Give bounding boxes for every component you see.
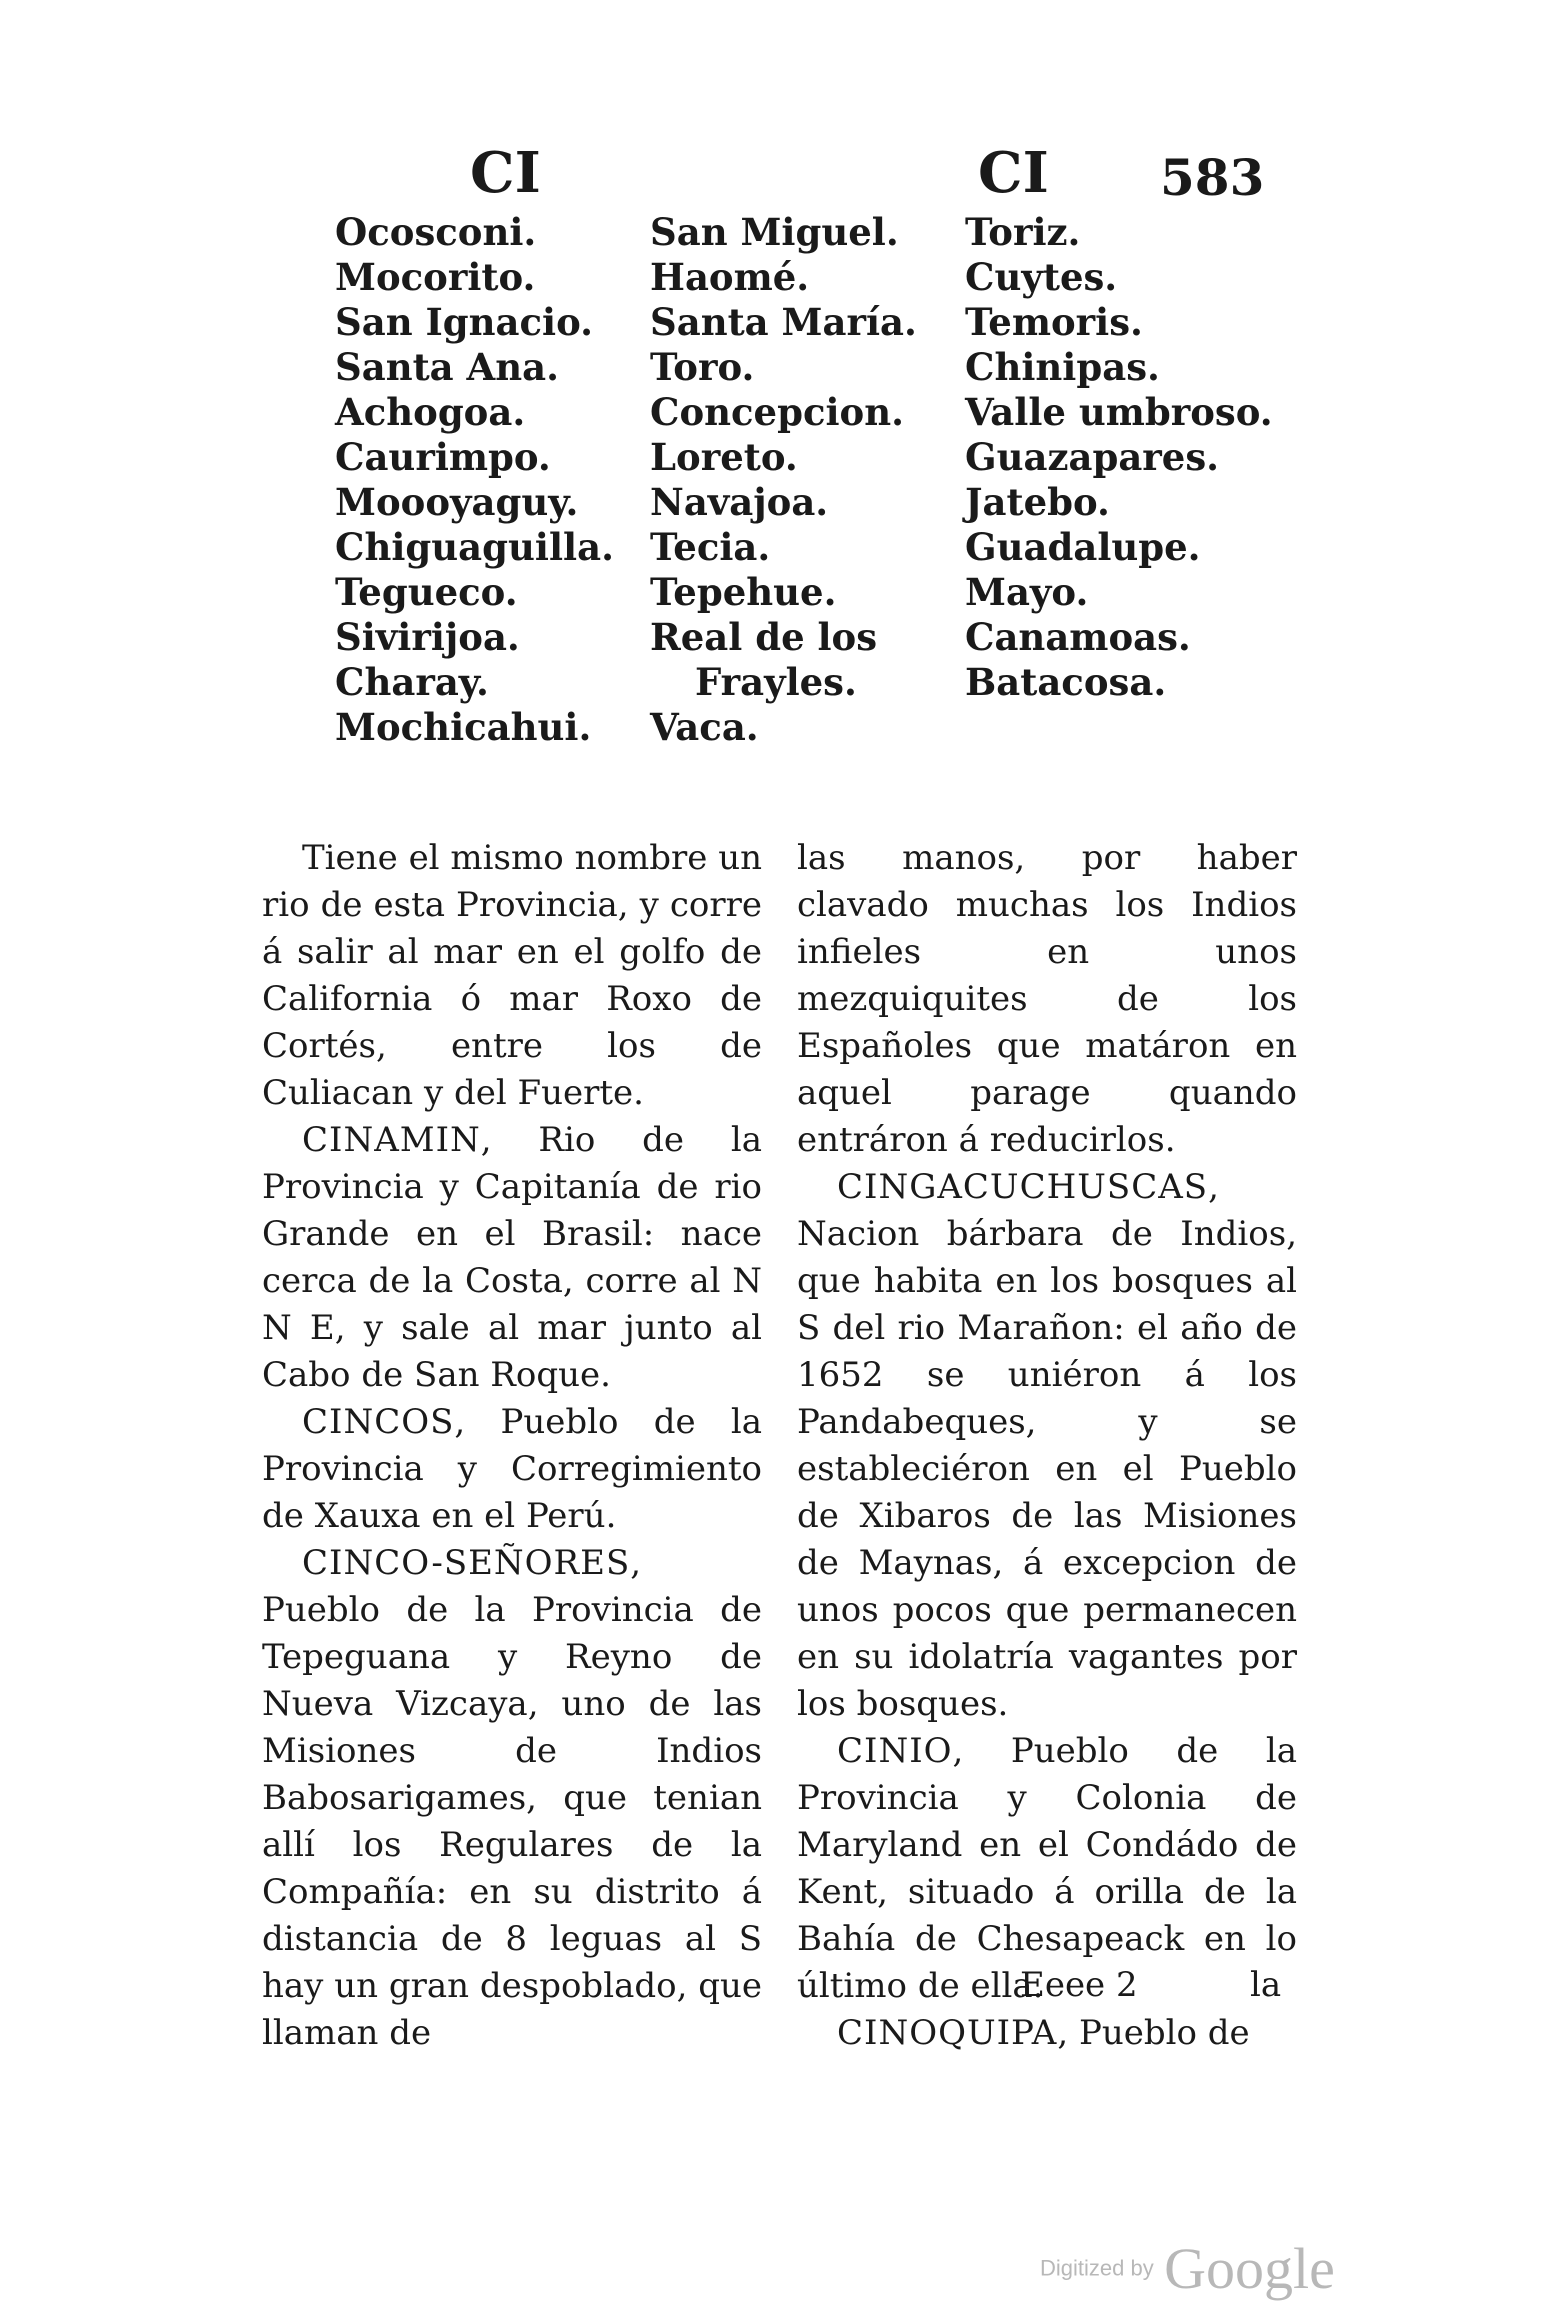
entry-paragraph [797, 835, 1297, 1164]
list-item: Mochicahui. [335, 705, 592, 749]
entry-text: , Rio de la Provincia y Capitanía de rio Grande en el Brasil: nace cerca de la Costa, corre al N N E, y sale al mar junto al Cabo de San Roque. [262, 1120, 762, 1395]
list-item: Achogoa. [335, 390, 526, 434]
entry-headword: CINCOS [302, 1402, 455, 1442]
list-item: Canamoas. [965, 615, 1191, 659]
watermark-prefix: Digitized by [1040, 2255, 1154, 2281]
entry-paragraph [262, 835, 762, 1117]
list-item: Guazapares. [965, 435, 1220, 479]
list-item: Jatebo. [965, 480, 1110, 524]
list-item: Haomé. [650, 255, 810, 299]
list-item: Ocosconi. [335, 210, 537, 254]
running-head-right: CI [978, 140, 1049, 206]
list-item: Sivirijoa. [335, 615, 520, 659]
place-names-column-a [335, 210, 614, 750]
entry-text: , Pueblo de la Provincia de Tepeguana y Reyno de Nueva Vizcaya, uno de las Misiones de Indios Babosarigames, que tenian allí los Regulares de la Compañía: en su distrito á distancia de 8 leguas al S hay un gran despoblado, que llaman de [262, 1543, 762, 2053]
google-watermark [1040, 2235, 1335, 2302]
text-column-left [262, 835, 762, 2057]
entry-text: , Pueblo de la Provincia y Corregimiento de Xauxa en el Perú. [262, 1402, 762, 1536]
list-item: Guadalupe. [965, 525, 1201, 569]
list-item: San Ignacio. [335, 300, 594, 344]
entry-text: , Pueblo de [1057, 2013, 1250, 2053]
entry-paragraph [262, 1399, 762, 1540]
entry-headword: CINAMIN [302, 1120, 481, 1160]
running-head-left: CI [470, 140, 541, 206]
google-logo: Google [1164, 2236, 1335, 2301]
list-item: Chinipas. [965, 345, 1160, 389]
entry-text: , Nacion bárbara de Indios, que habita en los bosques al S del rio Marañon: el año de 1652 se uniéron á los Pandabeques, y se estableciéron en el Pueblo de Xibaros de las Misiones de Maynas, á excepcion de unos pocos que permanecen en su idolatría vagantes por los bosques. [797, 1167, 1297, 1724]
list-item: Temoris. [965, 300, 1143, 344]
entry-headword: CINOQUIPA [837, 2013, 1058, 2053]
entry-headword: CINCO-SEÑORES [302, 1543, 631, 1583]
list-item: Real de los [650, 615, 878, 659]
list-item: Santa Ana. [335, 345, 560, 389]
list-item: Frayles. [695, 660, 857, 704]
list-item: Tegueco. [335, 570, 518, 614]
list-item: Tecia. [650, 525, 771, 569]
entry-headword: CINIO [837, 1731, 953, 1771]
list-item: Cuytes. [965, 255, 1118, 299]
list-item: Toro. [650, 345, 755, 389]
list-item: Valle umbroso. [965, 390, 1273, 434]
list-item: Caurimpo. [335, 435, 551, 479]
entry-paragraph [262, 1117, 762, 1399]
list-item: Santa María. [650, 300, 917, 344]
list-item: Tepehue. [650, 570, 837, 614]
list-item: Concepcion. [650, 390, 905, 434]
list-item: Charay. [335, 660, 489, 704]
page-number: 583 [1160, 148, 1265, 207]
entry-text: las manos, por haber clavado muchas los Indios infieles en unos mezquiquites de los Españoles que matáron en aquel parage quando entráron á reducirlos. [797, 838, 1297, 1160]
list-item: Batacosa. [965, 660, 1167, 704]
entry-paragraph [797, 1164, 1297, 1728]
signature-mark: Eeee 2 [1020, 1965, 1138, 2005]
list-item: Chiguaguilla. [335, 525, 614, 569]
entry-text: Tiene el mismo nombre un rio de esta Provincia, y corre á salir al mar en el golfo de California ó mar Roxo de Cortés, entre los de Culiacan y del Fuerte. [262, 838, 762, 1113]
entry-paragraph [262, 1540, 762, 2057]
list-item: Navajoa. [650, 480, 829, 524]
entry-text: , Pueblo de la Provincia y Colonia de Maryland en el Condádo de Kent, situado á orilla de la Bahía de Chesapeack en lo último de ella. [797, 1731, 1297, 2006]
running-head [0, 140, 1551, 210]
list-item: San Miguel. [650, 210, 899, 254]
list-item: Toriz. [965, 210, 1081, 254]
list-item: Vaca. [650, 705, 759, 749]
text-column-right [797, 835, 1297, 2057]
list-item: Moooyaguy. [335, 480, 579, 524]
place-names-column-c [965, 210, 1273, 705]
entry-headword: CINGACUCHUSCAS [837, 1167, 1209, 1207]
list-item: Mocorito. [335, 255, 536, 299]
list-item: Loreto. [650, 435, 798, 479]
list-item: Mayo. [965, 570, 1089, 614]
entry-paragraph [797, 2010, 1297, 2057]
catchword: la [1250, 1965, 1282, 2005]
place-names-column-b [650, 210, 917, 750]
